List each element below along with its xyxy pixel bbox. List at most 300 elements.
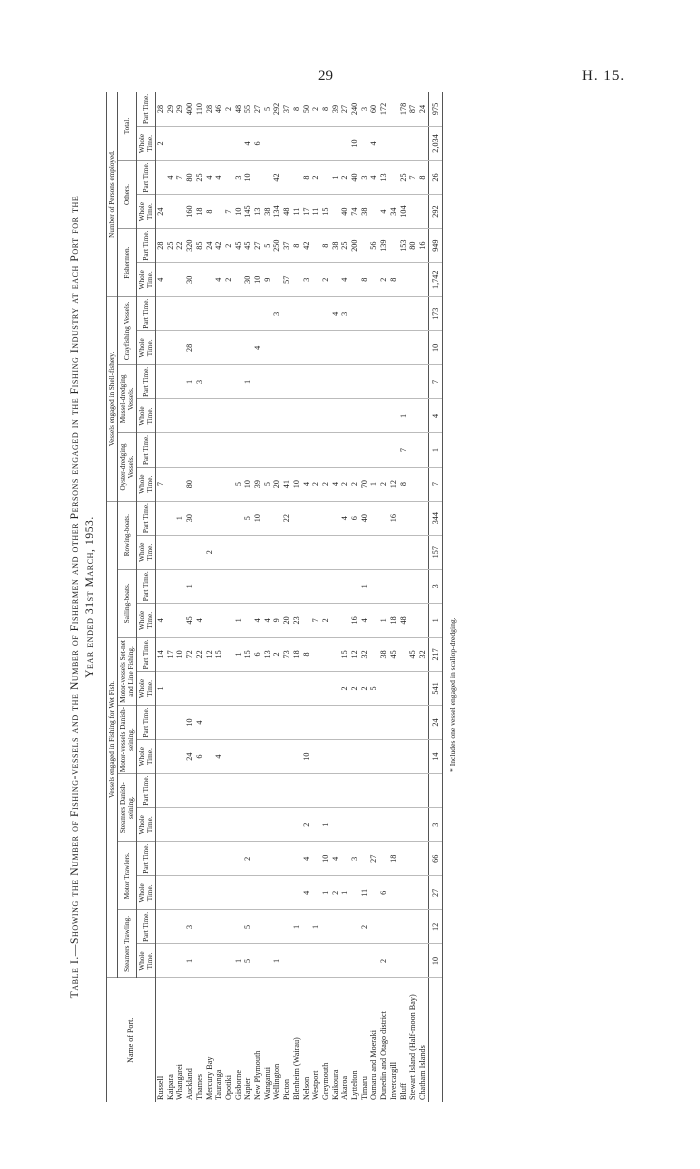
port-name: Wellington — [272, 1063, 282, 1100]
table-cell — [292, 263, 302, 297]
subgroup-sailing: Sailing-boats. — [118, 569, 137, 637]
subgroup-motor-danish: Motor-vessels Danish-seining. — [119, 707, 135, 773]
port-name: Chatham Islands — [417, 1045, 427, 1100]
part-time-header: Part Time. — [137, 569, 156, 603]
table-cell — [224, 808, 234, 842]
table-cell — [195, 501, 205, 535]
table-cell: 20 — [282, 603, 292, 637]
table-cell: 1 — [175, 501, 185, 535]
table-row — [408, 92, 418, 1102]
table-cell — [418, 535, 428, 569]
table-cell — [263, 501, 273, 535]
port-name: Oamaru and Moeraki — [369, 1029, 379, 1100]
table-cell — [340, 126, 350, 160]
table-cell — [195, 671, 205, 705]
total-cell: 344 — [428, 501, 443, 535]
table-cell — [263, 842, 273, 876]
table-cell — [205, 706, 215, 740]
table-cell: 1 — [156, 671, 166, 705]
table-cell: 32 — [418, 637, 428, 671]
table-cell — [156, 331, 166, 365]
table-cell — [311, 365, 321, 399]
table-cell — [399, 842, 409, 876]
table-cell — [175, 331, 185, 365]
totals-row — [428, 92, 443, 1102]
table-cell: 42 — [272, 161, 282, 195]
table-cell — [166, 876, 176, 910]
table-cell: 1 — [185, 944, 195, 978]
table-cell: 3 — [234, 161, 244, 195]
table-cell — [408, 365, 418, 399]
table-cell — [399, 774, 409, 808]
table-cell: 45 — [185, 603, 195, 637]
total-cell: 27 — [428, 876, 443, 910]
table-cell: 80 — [408, 229, 418, 263]
table-cell — [399, 944, 409, 978]
table-cell — [205, 569, 215, 603]
table-cell — [321, 910, 331, 944]
table-cell — [340, 433, 350, 467]
table-cell: 1 — [185, 365, 195, 399]
table-cell: 4 — [166, 161, 176, 195]
group-persons-header: Number of Persons employed. — [107, 92, 118, 297]
table-cell — [418, 195, 428, 229]
table-cell — [331, 331, 341, 365]
table-cell — [340, 842, 350, 876]
table-row — [156, 92, 166, 1102]
part-time-header: Part Time. — [137, 910, 156, 944]
table-cell — [331, 910, 341, 944]
table-cell — [214, 671, 224, 705]
table-cell — [321, 399, 331, 433]
total-cell: 3 — [428, 808, 443, 842]
table-cell — [408, 706, 418, 740]
table-cell: 28 — [156, 92, 166, 126]
table-cell — [282, 399, 292, 433]
table-cell — [379, 399, 389, 433]
table-cell — [175, 910, 185, 944]
table-cell: 8 — [321, 229, 331, 263]
table-cell: 8 — [389, 263, 399, 297]
port-name: Mercury Bay — [204, 1056, 214, 1100]
table-cell — [205, 808, 215, 842]
table-cell: 30 — [185, 263, 195, 297]
table-cell — [214, 195, 224, 229]
table-cell — [408, 603, 418, 637]
table-cell — [156, 842, 166, 876]
table-cell: 24 — [418, 92, 428, 126]
table-row — [350, 92, 360, 1102]
table-cell — [340, 944, 350, 978]
table-cell — [369, 774, 379, 808]
table-cell — [175, 263, 185, 297]
table-cell — [224, 501, 234, 535]
table-cell — [399, 808, 409, 842]
table-cell: 4 — [379, 195, 389, 229]
table-cell — [253, 876, 263, 910]
port-name: Bluff — [398, 1082, 408, 1100]
table-cell — [418, 569, 428, 603]
table-cell — [234, 126, 244, 160]
table-cell: 5 — [243, 910, 253, 944]
table-cell — [360, 774, 370, 808]
table-cell — [311, 671, 321, 705]
table-cell — [369, 876, 379, 910]
table-cell — [156, 569, 166, 603]
table-cell — [272, 126, 282, 160]
table-cell — [321, 126, 331, 160]
part-time-header: Part Time. — [137, 842, 156, 876]
table-cell — [369, 637, 379, 671]
table-cell: 4 — [331, 842, 341, 876]
subgroup-rowing: Rowing-boats. — [118, 501, 137, 569]
table-cell — [418, 876, 428, 910]
table-cell — [224, 740, 234, 774]
table-row — [399, 92, 409, 1102]
table-cell — [156, 808, 166, 842]
table-cell — [175, 569, 185, 603]
port-name: Timaru — [359, 1076, 369, 1100]
table-cell: 16 — [350, 603, 360, 637]
table-cell — [408, 467, 418, 501]
table-cell — [243, 774, 253, 808]
table-cell: 3 — [272, 297, 282, 331]
table-cell — [253, 297, 263, 331]
total-cell: 217 — [428, 637, 443, 671]
table-cell — [408, 910, 418, 944]
table-cell — [234, 569, 244, 603]
table-cell: 25 — [340, 229, 350, 263]
table-cell — [418, 433, 428, 467]
subgroup-steam-trawling: Steamers Trawling. — [118, 910, 137, 978]
table-cell — [282, 535, 292, 569]
table-cell — [205, 297, 215, 331]
total-cell: 4 — [428, 399, 443, 433]
table-row — [175, 92, 185, 1102]
table-cell — [205, 331, 215, 365]
port-name: Tauranga — [214, 1069, 224, 1100]
table-cell — [156, 910, 166, 944]
table-cell — [156, 501, 166, 535]
table-cell: 37 — [282, 92, 292, 126]
table-cell — [321, 365, 331, 399]
table-cell: 2 — [302, 808, 312, 842]
table-cell — [321, 671, 331, 705]
table-cell — [360, 297, 370, 331]
table-cell — [185, 671, 195, 705]
table-cell — [302, 569, 312, 603]
table-cell — [263, 944, 273, 978]
table-cell — [282, 161, 292, 195]
table-row — [166, 92, 176, 1102]
whole-time-header: Whole Time. — [137, 126, 156, 160]
table-cell: 2 — [272, 637, 282, 671]
table-cell: 1 — [340, 876, 350, 910]
table-cell: 48 — [399, 603, 409, 637]
total-cell: 10 — [428, 331, 443, 365]
table-cell: 29 — [166, 92, 176, 126]
table-cell — [408, 740, 418, 774]
table-cell — [292, 161, 302, 195]
table-cell — [408, 331, 418, 365]
table-cell — [321, 501, 331, 535]
table-cell: 2 — [224, 263, 234, 297]
whole-time-header: Whole Time. — [137, 944, 156, 978]
whole-time-header: Whole Time. — [137, 535, 156, 569]
table-cell: 18 — [195, 195, 205, 229]
table-cell — [369, 910, 379, 944]
table-cell — [350, 774, 360, 808]
table-cell: 45 — [389, 637, 399, 671]
table-cell — [175, 603, 185, 637]
table-cell: 45 — [234, 229, 244, 263]
table-cell — [166, 297, 176, 331]
table-cell: 11 — [360, 876, 370, 910]
table-cell — [263, 433, 273, 467]
table-cell — [243, 706, 253, 740]
table-cell: 4 — [302, 876, 312, 910]
table-cell — [282, 706, 292, 740]
table-cell — [195, 263, 205, 297]
table-cell: 7 — [156, 467, 166, 501]
table-cell — [282, 910, 292, 944]
table-cell — [360, 365, 370, 399]
table-cell — [166, 331, 176, 365]
table-cell — [379, 842, 389, 876]
table-cell — [272, 263, 282, 297]
table-cell — [418, 297, 428, 331]
table-cell — [379, 365, 389, 399]
table-cell: 6 — [195, 740, 205, 774]
table-body — [156, 92, 443, 1102]
port-name: Westport — [311, 1070, 321, 1100]
table-cell — [282, 331, 292, 365]
table-cell — [311, 740, 321, 774]
table-cell: 13 — [379, 161, 389, 195]
table-cell — [263, 671, 273, 705]
table-cell — [263, 365, 273, 399]
table-cell: 4 — [195, 706, 205, 740]
table-cell — [389, 740, 399, 774]
table-cell: 1 — [311, 910, 321, 944]
table-cell — [195, 399, 205, 433]
table-cell — [389, 944, 399, 978]
table-cell — [302, 126, 312, 160]
table-cell — [166, 740, 176, 774]
table-cell — [205, 126, 215, 160]
table-cell — [263, 297, 273, 331]
table-cell — [302, 501, 312, 535]
table-cell — [369, 740, 379, 774]
table-cell — [311, 637, 321, 671]
table-cell — [379, 535, 389, 569]
group-wet-fish-header: Vessels engaged in Fishing for Wet Fish. — [107, 501, 118, 978]
table-cell: 2 — [224, 92, 234, 126]
table-cell: 8 — [321, 92, 331, 126]
table-cell — [399, 637, 409, 671]
table-cell — [360, 808, 370, 842]
table-cell — [175, 399, 185, 433]
table-cell — [214, 399, 224, 433]
table-cell — [175, 706, 185, 740]
table-cell: 10 — [350, 126, 360, 160]
table-cell — [340, 910, 350, 944]
table-cell — [399, 126, 409, 160]
total-cell: 7 — [428, 365, 443, 399]
table-cell — [175, 365, 185, 399]
table-cell — [282, 569, 292, 603]
table-cell — [379, 671, 389, 705]
table-cell — [175, 467, 185, 501]
whole-time-header: Whole Time. — [137, 740, 156, 774]
table-cell — [350, 331, 360, 365]
table-cell — [214, 603, 224, 637]
table-cell — [195, 467, 205, 501]
table-cell — [408, 671, 418, 705]
table-cell — [234, 808, 244, 842]
table-cell — [302, 774, 312, 808]
table-cell: 22 — [195, 637, 205, 671]
table-cell — [399, 501, 409, 535]
table-cell — [379, 433, 389, 467]
table-cell — [379, 774, 389, 808]
table-cell — [224, 706, 234, 740]
table-cell — [360, 399, 370, 433]
table-cell — [195, 808, 205, 842]
table-cell — [156, 944, 166, 978]
table-cell — [302, 297, 312, 331]
table-cell: 2 — [156, 126, 166, 160]
part-time-header: Part Time. — [137, 297, 156, 331]
port-name: Opotiki — [223, 1074, 233, 1100]
table-cell — [321, 944, 331, 978]
part-time-header: Part Time. — [137, 637, 156, 671]
table-cell — [243, 740, 253, 774]
table-cell: 10 — [321, 842, 331, 876]
table-cell: 240 — [350, 92, 360, 126]
table-cell: 2 — [360, 910, 370, 944]
table-cell: 17 — [166, 637, 176, 671]
table-cell — [311, 501, 321, 535]
table-cell — [331, 637, 341, 671]
table-cell: 28 — [205, 92, 215, 126]
table-cell — [340, 740, 350, 774]
table-cell — [399, 263, 409, 297]
table-row — [340, 92, 350, 1102]
table-cell — [379, 569, 389, 603]
table-cell — [156, 876, 166, 910]
table-cell — [408, 808, 418, 842]
table-cell — [156, 433, 166, 467]
table-cell — [379, 126, 389, 160]
table-cell — [166, 501, 176, 535]
table-cell — [331, 808, 341, 842]
table-cell — [408, 501, 418, 535]
table-cell — [360, 842, 370, 876]
table-cell — [166, 433, 176, 467]
table-cell — [166, 808, 176, 842]
table-cell — [205, 365, 215, 399]
table-cell — [282, 433, 292, 467]
table-cell — [331, 774, 341, 808]
table-cell: 1 — [399, 399, 409, 433]
table-cell — [321, 637, 331, 671]
table-cell — [302, 706, 312, 740]
table-cell: 1 — [369, 467, 379, 501]
table-cell — [263, 808, 273, 842]
header-row-groups — [107, 92, 118, 1102]
table-cell: 38 — [360, 195, 370, 229]
table-cell — [166, 365, 176, 399]
table-row — [369, 92, 379, 1102]
table-cell: 50 — [302, 92, 312, 126]
port-name: Nelson — [301, 1076, 311, 1100]
table-cell: 2 — [379, 263, 389, 297]
table-cell — [234, 263, 244, 297]
table-cell — [360, 535, 370, 569]
table-cell — [195, 569, 205, 603]
table-cell — [292, 706, 302, 740]
total-cell: 173 — [428, 297, 443, 331]
table-cell — [292, 569, 302, 603]
port-name: Greymouth — [320, 1062, 330, 1100]
table-cell — [369, 808, 379, 842]
table-cell — [234, 706, 244, 740]
table-row — [214, 92, 224, 1102]
table-cell: 3 — [185, 910, 195, 944]
table-cell: 4 — [340, 501, 350, 535]
table-cell — [418, 365, 428, 399]
table-cell: 10 — [253, 501, 263, 535]
table-cell — [389, 365, 399, 399]
table-cell — [253, 808, 263, 842]
table-cell — [340, 331, 350, 365]
port-name: Napier — [243, 1077, 253, 1100]
table-cell — [369, 399, 379, 433]
table-cell: 38 — [331, 229, 341, 263]
table-cell — [302, 944, 312, 978]
table-cell — [166, 399, 176, 433]
table-cell: 400 — [185, 92, 195, 126]
table-cell — [195, 842, 205, 876]
table-cell — [205, 944, 215, 978]
table-cell — [321, 706, 331, 740]
table-cell: 56 — [369, 229, 379, 263]
table-cell — [253, 706, 263, 740]
table-cell — [331, 944, 341, 978]
subgroup-motor-trawlers: Motor Trawlers. — [118, 842, 137, 910]
table-cell: 6 — [379, 876, 389, 910]
table-cell: 4 — [195, 603, 205, 637]
table-cell: 4 — [156, 263, 166, 297]
table-cell — [321, 569, 331, 603]
table-cell — [369, 195, 379, 229]
table-cell — [234, 535, 244, 569]
part-time-header: Part Time. — [137, 501, 156, 535]
table-cell — [175, 842, 185, 876]
table-cell — [224, 774, 234, 808]
table-cell — [272, 842, 282, 876]
table-cell — [185, 399, 195, 433]
table-cell — [205, 671, 215, 705]
port-name: Gisborne — [233, 1069, 243, 1100]
table-cell — [418, 740, 428, 774]
table-cell: 4 — [205, 161, 215, 195]
port-name: Whangarei — [175, 1064, 185, 1100]
table-cell: 1 — [234, 637, 244, 671]
table-cell — [234, 331, 244, 365]
table-cell: 2 — [321, 467, 331, 501]
